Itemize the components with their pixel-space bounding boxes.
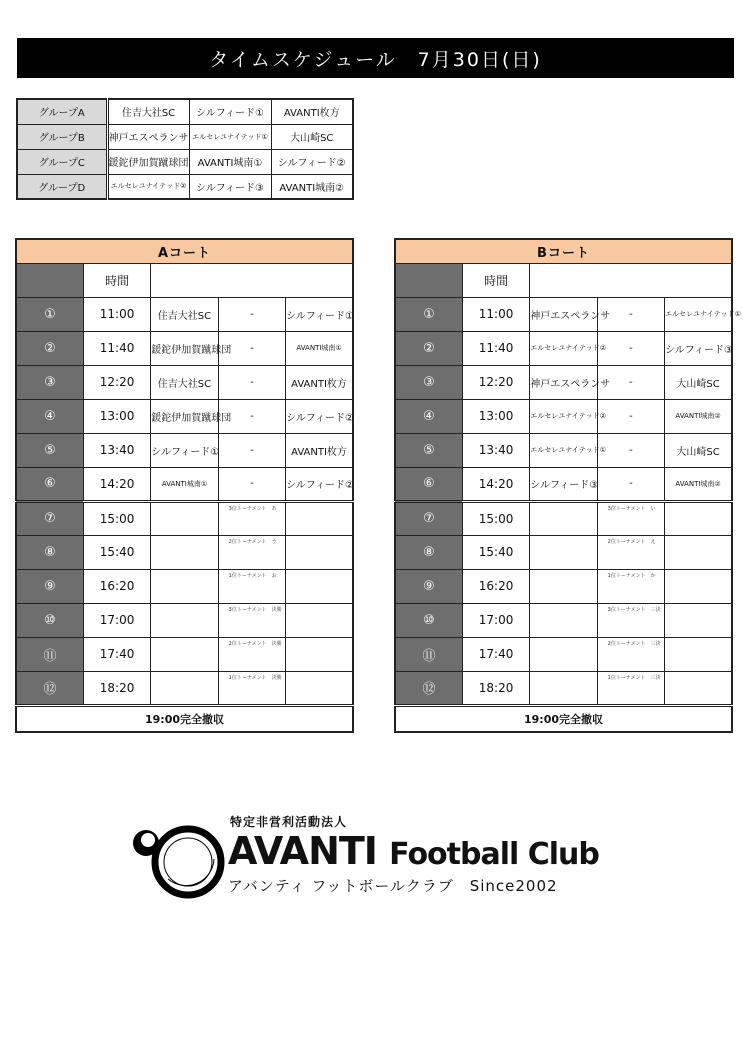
tournament-label: 1位トーナメント お (228, 572, 277, 579)
home-team: エルセレユナイテッド① (530, 433, 597, 467)
tournament-row (395, 535, 732, 569)
group-team: 住吉大社SC (107, 99, 189, 124)
tournament-home-slot (151, 535, 218, 569)
tournament-label: 3位トーナメント い (607, 505, 656, 512)
match-number: ① (395, 297, 462, 331)
num-header (395, 263, 462, 297)
match-number: ⑥ (16, 467, 83, 501)
group-team: 鍰鉈伊加賀蹴球団 (107, 149, 189, 174)
match-time: 13:40 (462, 433, 529, 467)
tournament-label: 3位トーナメント 決勝 (228, 606, 282, 613)
match-number: ⑤ (395, 433, 462, 467)
tournament-row (395, 569, 732, 603)
away-team: シルフィード③ (665, 331, 732, 365)
match-row (395, 433, 732, 467)
match-time: 15:40 (83, 535, 150, 569)
tournament-home-slot (151, 671, 218, 705)
home-team: エルセレユナイテッド② (530, 399, 597, 433)
home-team: 神戸エスペランサ (530, 365, 597, 399)
match-time: 13:00 (83, 399, 150, 433)
home-team: 住吉大社SC (151, 365, 218, 399)
away-team: AVANTI枚方 (286, 433, 353, 467)
page-title: タイムスケジュール 7月30日(日) (17, 38, 734, 78)
group-team: シルフィード② (271, 149, 353, 174)
court-a-table (15, 238, 354, 733)
tournament-home-slot (530, 501, 597, 535)
num-header (16, 263, 83, 297)
group-row (17, 99, 353, 124)
match-time: 17:40 (83, 637, 150, 671)
match-number: ⑥ (395, 467, 462, 501)
away-team: 大山崎SC (665, 433, 732, 467)
match-time: 12:20 (462, 365, 529, 399)
match-number: ③ (16, 365, 83, 399)
tournament-away-slot (665, 671, 732, 705)
match-time: 15:00 (83, 501, 150, 535)
court-b-table (394, 238, 741, 733)
versus-separator: - (218, 467, 285, 501)
away-team: シルフィード① (286, 297, 353, 331)
away-team: AVANTI枚方 (286, 365, 353, 399)
logo-subtitle: 特定非営利活動法人 (230, 815, 348, 829)
match-time: 13:00 (462, 399, 529, 433)
group-name: グループB (17, 124, 107, 149)
tournament-label-cell (218, 569, 285, 603)
match-time: 12:20 (83, 365, 150, 399)
home-team: 鍰鉈伊加賀蹴球団 (151, 399, 218, 433)
match-number: ② (395, 331, 462, 365)
court-name: Bコート (395, 239, 732, 263)
match-number: ④ (16, 399, 83, 433)
logo-name (228, 829, 599, 873)
match-time: 13:40 (83, 433, 150, 467)
match-number: ② (16, 331, 83, 365)
closing-note: 19:00完全撤収 (395, 705, 732, 732)
column-header-row (395, 263, 732, 297)
group-name: グループA (17, 99, 107, 124)
tournament-away-slot (286, 569, 353, 603)
footer-row (395, 705, 732, 732)
tournament-row (395, 603, 732, 637)
tournament-label: 2位トーナメント 決勝 (228, 640, 282, 647)
group-team: シルフィード③ (189, 174, 271, 199)
group-team: 大山崎SC (271, 124, 353, 149)
group-team: AVANTI城南② (271, 174, 353, 199)
away-team: シルフィード② (286, 399, 353, 433)
away-team: シルフィード② (286, 467, 353, 501)
tournament-away-slot (665, 603, 732, 637)
match-number: ⑫ (395, 671, 462, 705)
group-name: グループD (17, 174, 107, 199)
group-team: シルフィード① (189, 99, 271, 124)
match-number: ⑪ (16, 637, 83, 671)
home-team: 神戸エスペランサ (530, 297, 597, 331)
match-number: ⑦ (395, 501, 462, 535)
match-number: ⑨ (395, 569, 462, 603)
home-team: エルセレユナイテッド② (530, 331, 597, 365)
versus-separator: - (597, 399, 664, 433)
tournament-home-slot (151, 501, 218, 535)
tournament-row (16, 603, 353, 637)
home-team: シルフィード① (151, 433, 218, 467)
versus-separator: - (597, 297, 664, 331)
court-name: Aコート (16, 239, 353, 263)
match-row (395, 297, 732, 331)
tournament-label-cell (218, 637, 285, 671)
tournament-away-slot (286, 671, 353, 705)
logo-name-fc: Football Club (389, 837, 599, 872)
match-time: 11:40 (462, 331, 529, 365)
away-team: AVANTI城南① (286, 331, 353, 365)
group-team: AVANTI城南① (189, 149, 271, 174)
tournament-label-cell (597, 535, 664, 569)
group-table (16, 98, 354, 200)
tournament-label-cell (597, 603, 664, 637)
tournament-away-slot (286, 637, 353, 671)
soccer-ball-logo-icon (128, 819, 223, 899)
tournament-away-slot (665, 535, 732, 569)
tournament-row (16, 637, 353, 671)
versus-separator: - (597, 433, 664, 467)
tournament-label-cell (597, 637, 664, 671)
logo-name-avanti: AVANTI (228, 829, 377, 873)
match-number: ⑩ (16, 603, 83, 637)
match-header (530, 263, 732, 297)
match-row (395, 467, 732, 501)
tournament-label: 3位トーナメント あ (228, 505, 277, 512)
group-team: エルセレユナイテッド① (189, 124, 271, 149)
match-number: ⑧ (16, 535, 83, 569)
tournament-home-slot (530, 671, 597, 705)
tournament-row (395, 501, 732, 535)
tournament-home-slot (530, 603, 597, 637)
versus-separator: - (218, 365, 285, 399)
match-time: 18:20 (462, 671, 529, 705)
match-row (16, 365, 353, 399)
match-number: ⑨ (16, 569, 83, 603)
time-header: 時間 (83, 263, 150, 297)
tournament-row (395, 637, 732, 671)
tournament-label-cell (597, 501, 664, 535)
group-team: 神戸エスペランサ (107, 124, 189, 149)
tournament-home-slot (530, 637, 597, 671)
away-team: 大山崎SC (665, 365, 732, 399)
match-time: 15:00 (462, 501, 529, 535)
versus-separator: - (218, 433, 285, 467)
tournament-away-slot (665, 569, 732, 603)
tournament-away-slot (665, 501, 732, 535)
tournament-label: 2位トーナメント え (607, 538, 656, 545)
tournament-home-slot (530, 569, 597, 603)
match-time: 14:20 (83, 467, 150, 501)
group-row (17, 124, 353, 149)
tournament-label: 1位トーナメント 三決 (607, 674, 661, 681)
versus-separator: - (218, 399, 285, 433)
home-team: 住吉大社SC (151, 297, 218, 331)
match-number: ⑦ (16, 501, 83, 535)
tournament-home-slot (151, 603, 218, 637)
match-row (16, 433, 353, 467)
court-header-row (395, 239, 732, 263)
tournament-home-slot (151, 569, 218, 603)
home-team: AVANTI城南① (151, 467, 218, 501)
tournament-away-slot (665, 637, 732, 671)
tournament-row (395, 671, 732, 705)
match-time: 11:40 (83, 331, 150, 365)
group-row (17, 174, 353, 199)
tournament-label: 1位トーナメント か (607, 572, 656, 579)
tournament-home-slot (530, 535, 597, 569)
tournament-label-cell (597, 671, 664, 705)
match-time: 11:00 (462, 297, 529, 331)
group-name: グループC (17, 149, 107, 174)
tournament-label-cell (218, 501, 285, 535)
group-team: エルセレユナイテッド② (107, 174, 189, 199)
tournament-row (16, 501, 353, 535)
versus-separator: - (597, 365, 664, 399)
tournament-label: 1位トーナメント 決勝 (228, 674, 282, 681)
tournament-row (16, 535, 353, 569)
match-row (16, 297, 353, 331)
match-row (395, 399, 732, 433)
tournament-label-cell (218, 535, 285, 569)
time-header: 時間 (462, 263, 529, 297)
match-number: ⑫ (16, 671, 83, 705)
match-number: ⑧ (395, 535, 462, 569)
match-row (16, 331, 353, 365)
match-row (16, 399, 353, 433)
club-logo (128, 813, 648, 903)
tournament-label-cell (218, 603, 285, 637)
versus-separator: - (218, 331, 285, 365)
home-team: 鍰鉈伊加賀蹴球団 (151, 331, 218, 365)
footer-row (16, 705, 353, 732)
tournament-label: 2位トーナメント う (228, 538, 277, 545)
match-time: 14:20 (462, 467, 529, 501)
match-time: 16:20 (83, 569, 150, 603)
match-time: 17:00 (462, 603, 529, 637)
match-time: 17:40 (462, 637, 529, 671)
match-time: 15:40 (462, 535, 529, 569)
match-time: 18:20 (83, 671, 150, 705)
tournament-away-slot (286, 535, 353, 569)
tournament-label: 3位トーナメント 三決 (607, 606, 661, 613)
group-team: AVANTI枚方 (271, 99, 353, 124)
closing-note: 19:00完全撤収 (16, 705, 353, 732)
tournament-label-cell (597, 569, 664, 603)
match-time: 11:00 (83, 297, 150, 331)
versus-separator: - (218, 297, 285, 331)
versus-separator: - (597, 467, 664, 501)
match-number: ④ (395, 399, 462, 433)
match-number: ⑪ (395, 637, 462, 671)
court-header-row (16, 239, 353, 263)
column-header-row (16, 263, 353, 297)
away-team: エルセレユナイテッド① (665, 297, 732, 331)
match-row (16, 467, 353, 501)
match-row (395, 365, 732, 399)
match-time: 16:20 (462, 569, 529, 603)
match-header (151, 263, 353, 297)
match-number: ⑤ (16, 433, 83, 467)
tournament-row (16, 569, 353, 603)
home-team: シルフィード③ (530, 467, 597, 501)
tournament-away-slot (286, 603, 353, 637)
tournament-home-slot (151, 637, 218, 671)
versus-separator: - (597, 331, 664, 365)
match-time: 17:00 (83, 603, 150, 637)
match-number: ① (16, 297, 83, 331)
logo-kana: アバンティ フットボールクラブ Since2002 (228, 877, 558, 895)
tournament-label: 2位トーナメント 三決 (607, 640, 661, 647)
away-team: AVANTI城南② (665, 467, 732, 501)
tournament-row (16, 671, 353, 705)
group-row (17, 149, 353, 174)
tournament-away-slot (286, 501, 353, 535)
away-team: AVANTI城南② (665, 399, 732, 433)
tournament-label-cell (218, 671, 285, 705)
match-number: ⑩ (395, 603, 462, 637)
match-row (395, 331, 732, 365)
match-number: ③ (395, 365, 462, 399)
